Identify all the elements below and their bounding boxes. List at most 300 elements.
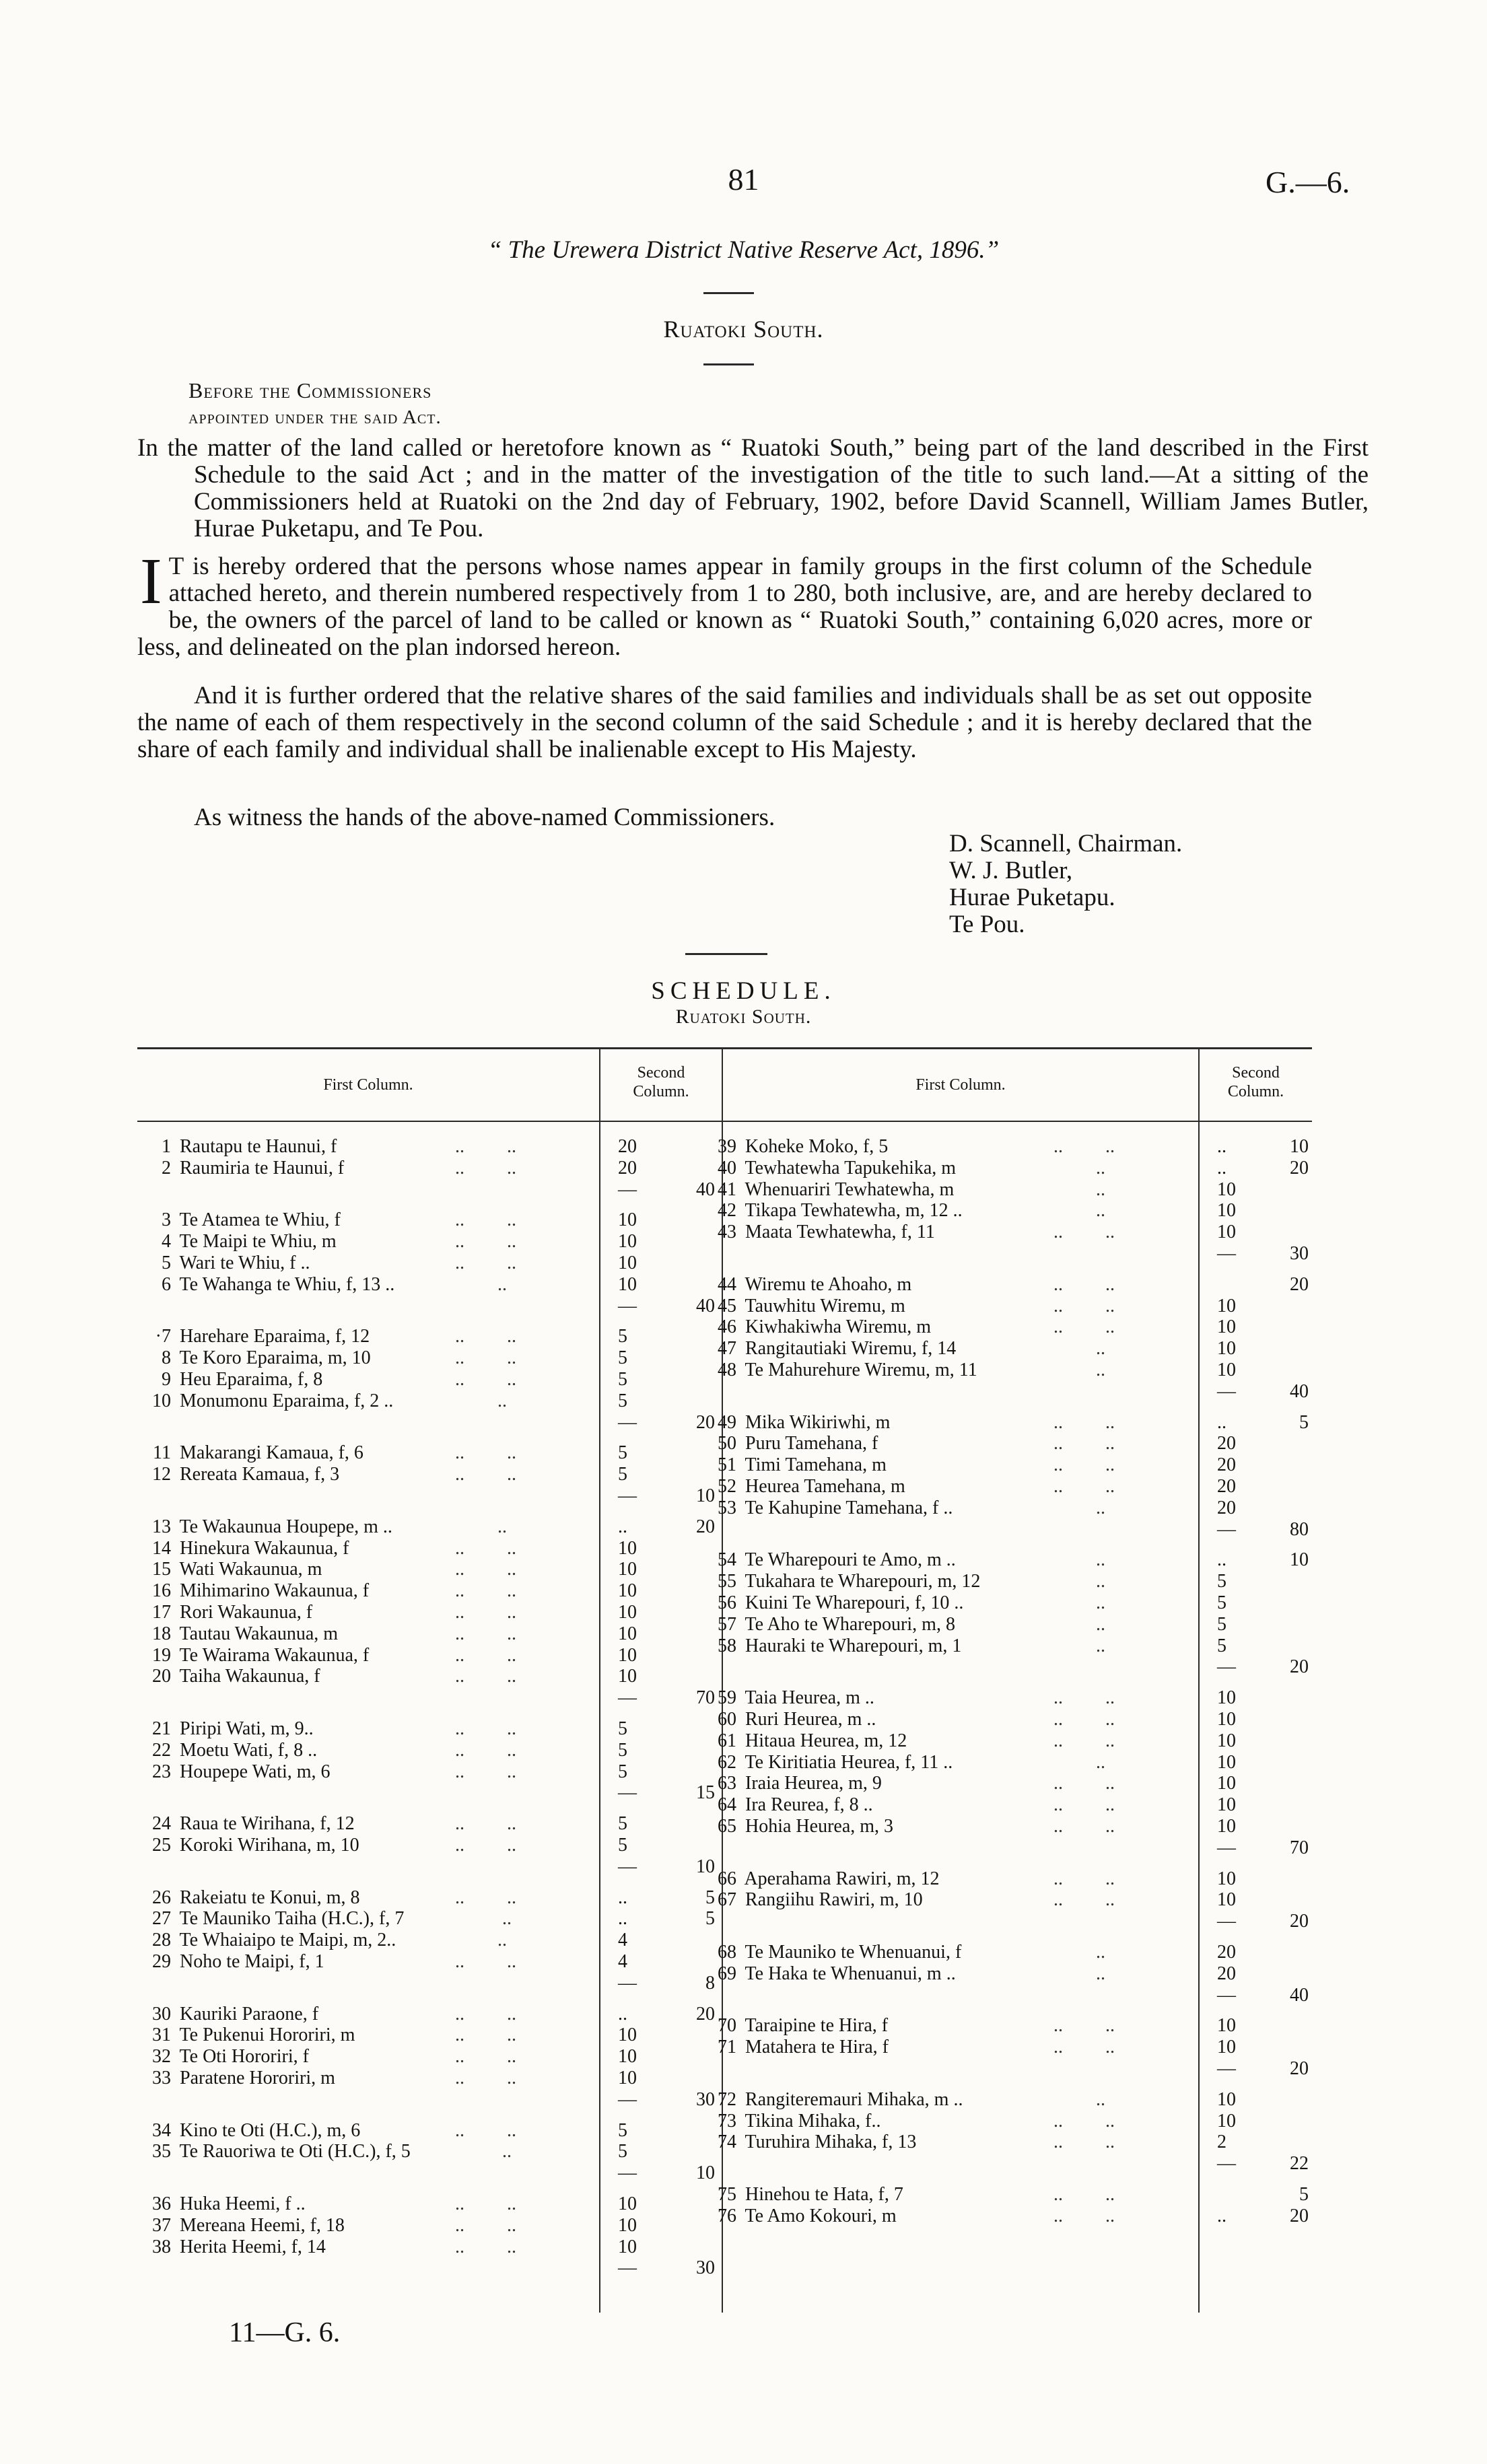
owner-name: Iraia Heurea, m, 9 [740, 1773, 882, 1794]
entry-number: 13 [152, 1516, 171, 1537]
individual-share: 5 [618, 1442, 627, 1463]
leader-dots: .. .. [1053, 1454, 1115, 1475]
family-total: 20 [1290, 1274, 1309, 1295]
individual-share: 10 [618, 1209, 637, 1230]
owner-name: Aperahama Rawiri, m, 12 [740, 1868, 940, 1889]
family-total: 20 [696, 2004, 715, 2025]
individual-share: 10 [1217, 1222, 1236, 1242]
schedule-row [703, 1889, 923, 1911]
before-commissioners-line: Before the Commissioners [188, 378, 432, 402]
family-total: 5 [705, 1887, 715, 1908]
shares-paragraph: And it is further ordered that the relative shares of the said families and individuals shall be as set out opposite the name of each of them respectively in the second column of the said Schedule ; and it is hereby declared that the share of each family and individual shall be inalienable except to His Majesty. [137, 682, 1312, 763]
entry-number: 36 [152, 2193, 171, 2214]
subtotal-rule: — [1217, 2058, 1236, 2079]
leader-dots: .. .. [1053, 1816, 1115, 1837]
owner-name: Tautau Wakaunua, m [175, 1623, 339, 1644]
family-total: 22 [1290, 2153, 1309, 2174]
schedule-row [137, 2215, 345, 2237]
leader-dots: .. .. [455, 1442, 516, 1463]
entry-number: 28 [152, 1930, 171, 1950]
entry-number: 6 [162, 1274, 171, 1295]
owner-name: Te Wakaunua Houpepe, m .. [175, 1516, 392, 1537]
owner-name: Makarangi Kamaua, f, 6 [175, 1442, 364, 1463]
owner-name: Wati Wakaunua, m [175, 1559, 322, 1580]
order-text: T is hereby ordered that the persons whose names appear in family groups in the first column of the Schedule attached hereto, and therein numbered respectively from 1 to 280, both inclusive, are, and are hereby declared to be, the owners of the parcel of land to be called or known as “ Ruatoki South,” containing 6,020 acres, more or less, and delineated on the plan indorsed hereon. [137, 553, 1312, 661]
owner-name: Koroki Wirihana, m, 10 [175, 1835, 359, 1856]
family-total: 20 [1290, 2206, 1309, 2226]
schedule-row [137, 1813, 355, 1835]
leader-dots: .. [455, 1930, 507, 1950]
owner-name: Te Wairama Wakaunua, f [175, 1645, 370, 1666]
leader-dots: .. [1053, 1338, 1105, 1359]
subtotal-rule: — [1217, 1985, 1236, 2006]
entry-number: 40 [718, 1158, 736, 1178]
document-reference: G.—6. [1266, 165, 1350, 199]
individual-share: 10 [618, 1253, 637, 1273]
schedule-row [137, 2004, 318, 2025]
owner-name: Kauriki Paraone, f [175, 2004, 319, 2025]
owner-name: Te Maipi te Whiu, m [175, 1231, 337, 1252]
entry-number: 50 [718, 1433, 736, 1454]
schedule-row [703, 1773, 882, 1794]
leader-dots: .. .. [455, 2215, 516, 2236]
subtotal-rule: — [618, 1782, 637, 1803]
entry-number: 9 [162, 1369, 171, 1390]
schedule-row [703, 2132, 916, 2153]
leader-dots: .. .. [1053, 2037, 1115, 2057]
schedule-row [137, 1761, 331, 1783]
owner-name: Rereata Kamaua, f, 3 [175, 1464, 340, 1485]
owner-name: Maata Tewhatewha, f, 11 [740, 1222, 935, 1242]
schedule-row [137, 1274, 394, 1296]
owner-name: Ruri Heurea, m .. [740, 1709, 876, 1730]
entry-number: 22 [152, 1740, 171, 1761]
individual-share: .. [618, 1887, 627, 1908]
owner-name: Rautapu te Haunui, f [175, 1136, 337, 1157]
individual-share: 10 [1217, 2037, 1236, 2057]
header-second-line1: Second [1232, 1064, 1280, 1082]
owner-name: Whenuariri Tewhatewha, m [740, 1179, 955, 1200]
entry-number: 57 [718, 1614, 736, 1635]
entry-number: 67 [718, 1889, 736, 1910]
leader-dots: .. .. [455, 2046, 516, 2067]
individual-share: 5 [618, 2120, 627, 2141]
owner-name: Noho te Maipi, f, 1 [175, 1951, 324, 1972]
signatory-te-pou: Te Pou. [949, 911, 1025, 938]
schedule-row [703, 1360, 977, 1381]
owner-name: Tukahara te Wharepouri, m, 12 [740, 1571, 981, 1592]
individual-share: 10 [618, 2025, 637, 2045]
section-title: Ruatoki South. [663, 316, 824, 343]
schedule-title: SCHEDULE. [651, 977, 836, 1005]
individual-share: 10 [618, 1602, 637, 1623]
individual-share: .. [618, 1908, 627, 1929]
leader-dots: .. .. [455, 1666, 516, 1687]
table-col-divider [599, 1047, 600, 2313]
individual-share: 10 [1217, 1816, 1236, 1837]
owner-name: Te Kahupine Tamehana, f .. [740, 1498, 953, 1518]
entry-number: 32 [152, 2046, 171, 2067]
leader-dots: .. [455, 1391, 507, 1411]
individual-share: 10 [618, 2068, 637, 2088]
schedule-row [703, 1730, 907, 1752]
entry-number: 53 [718, 1498, 736, 1518]
individual-share: 10 [618, 2193, 637, 2214]
family-total: 10 [696, 1856, 715, 1877]
leader-dots: .. .. [455, 1718, 516, 1739]
divider [703, 363, 754, 365]
owner-name: Taraipine te Hira, f [740, 2015, 889, 2036]
owner-name: Hohia Heurea, m, 3 [740, 1816, 894, 1837]
owner-name: Matahera te Hira, f [740, 2037, 889, 2057]
owner-name: Mika Wikiriwhi, m [740, 1412, 891, 1433]
individual-share: 10 [618, 2215, 637, 2236]
leader-dots: .. .. [1053, 2206, 1115, 2226]
leader-dots: .. .. [455, 1253, 516, 1273]
entry-number: 71 [718, 2037, 736, 2057]
entry-number: 34 [152, 2120, 171, 2141]
entry-number: 51 [718, 1454, 736, 1475]
individual-share: 10 [1217, 1794, 1236, 1815]
schedule-row [137, 1559, 322, 1580]
family-total: 40 [696, 1179, 715, 1200]
owner-name: Te Koro Eparaima, m, 10 [175, 1347, 371, 1368]
leader-dots: .. .. [1053, 1868, 1115, 1889]
entry-number: 18 [152, 1623, 171, 1644]
entry-number: 69 [718, 1963, 736, 1984]
individual-share: 5 [618, 1813, 627, 1834]
individual-share: 5 [618, 1369, 627, 1390]
leader-dots: .. [455, 1908, 512, 1929]
family-total: 20 [1290, 1158, 1309, 1178]
leader-dots: .. [1053, 1360, 1105, 1380]
leader-dots: .. .. [455, 1347, 516, 1368]
matter-paragraph: In the matter of the land called or heretofore known as “ Ruatoki South,” being part of the land described in the First Schedule to the said Act ; and in the matter of the investigation of the title to such land.—At a sitting of the Commissioners held at Ruatoki on the 2nd day of February, 1902, before David Scannell, William James Butler, Hurae Puketapu, and Te Pou. [137, 434, 1369, 542]
owner-name: Raumiria te Haunui, f [175, 1158, 345, 1178]
individual-share: 10 [1217, 1687, 1236, 1708]
entry-number: 1 [162, 1136, 171, 1157]
owner-name: Kuini Te Wharepouri, f, 10 .. [740, 1592, 964, 1613]
family-total: 10 [696, 2162, 715, 2183]
individual-share: 10 [1217, 1889, 1236, 1910]
schedule-row [703, 1433, 878, 1454]
leader-dots: .. .. [1053, 1274, 1115, 1295]
individual-share: 10 [1217, 1752, 1236, 1773]
entry-number: 8 [162, 1347, 171, 1368]
schedule-row [137, 2193, 306, 2215]
schedule-row [137, 1253, 310, 1274]
entry-number: ·7 [155, 1326, 171, 1347]
schedule-row [703, 2015, 888, 2037]
leader-dots: .. [1053, 1635, 1105, 1656]
entry-number: 65 [718, 1816, 736, 1837]
owner-name: Koheke Moko, f, 5 [740, 1136, 889, 1157]
subtotal-rule: — [618, 2089, 637, 2110]
individual-share: 20 [1217, 1476, 1236, 1497]
leader-dots: .. .. [455, 2068, 516, 2088]
entry-number: 60 [718, 1709, 736, 1730]
leader-dots: .. .. [1053, 2015, 1115, 2036]
schedule-row [137, 1718, 314, 1740]
leader-dots: .. [1053, 1592, 1105, 1613]
owner-name: Houpepe Wati, m, 6 [175, 1761, 331, 1782]
individual-share: 10 [618, 1580, 637, 1601]
leader-dots: .. .. [1053, 1730, 1115, 1751]
entry-number: 16 [152, 1580, 171, 1601]
entry-number: 26 [152, 1887, 171, 1908]
owner-name: Te Rauoriwa te Oti (H.C.), f, 5 [175, 2141, 411, 2162]
subtotal-rule: — [1217, 1243, 1236, 1264]
subtotal-rule: — [618, 2162, 637, 2183]
family-total: 30 [696, 2257, 715, 2278]
schedule-row [703, 2184, 903, 2206]
owner-name: Hinehou te Hata, f, 7 [740, 2184, 903, 2205]
schedule-row [703, 1296, 905, 1317]
schedule-row [137, 1209, 341, 1231]
family-total: 30 [696, 2089, 715, 2110]
witness-line: As witness the hands of the above-named Commissioners. [194, 804, 775, 831]
family-total: 20 [696, 1516, 715, 1537]
leader-dots: .. .. [455, 1951, 516, 1972]
schedule-row [703, 1816, 893, 1837]
entry-number: 5 [162, 1253, 171, 1273]
schedule-row [137, 1369, 322, 1391]
individual-share: 10 [618, 1538, 637, 1559]
page-number: 81 [728, 162, 759, 197]
individual-share: .. [1217, 1412, 1226, 1433]
family-total: 80 [1290, 1519, 1309, 1540]
leader-dots: .. .. [455, 1761, 516, 1782]
individual-share: 4 [618, 1930, 627, 1950]
subtotal-rule: — [1217, 1911, 1236, 1932]
individual-share: 20 [618, 1136, 637, 1157]
leader-dots: .. .. [455, 2025, 516, 2045]
entry-number: 52 [718, 1476, 736, 1497]
leader-dots: .. .. [455, 1580, 516, 1601]
owner-name: Taia Heurea, m .. [740, 1687, 874, 1708]
individual-share: 2 [1217, 2132, 1226, 2152]
entry-number: 3 [162, 1209, 171, 1230]
individual-share: 10 [1217, 2015, 1236, 2036]
owner-name: Hauraki te Wharepouri, m, 1 [740, 1635, 962, 1656]
divider [685, 953, 767, 955]
individual-share: 20 [1217, 1498, 1236, 1518]
entry-number: 63 [718, 1773, 736, 1794]
entry-number: 43 [718, 1222, 736, 1242]
owner-name: Paratene Hororiri, m [175, 2068, 335, 2088]
leader-dots: .. .. [1053, 1412, 1115, 1433]
entry-number: 61 [718, 1730, 736, 1751]
leader-dots: .. .. [455, 1559, 516, 1580]
schedule-row [703, 1592, 963, 1614]
schedule-row [137, 1887, 360, 1909]
family-total: 70 [1290, 1837, 1309, 1858]
family-total: 10 [1290, 1549, 1309, 1570]
header-second-column-right [1200, 1063, 1312, 1101]
owner-name: Te Aho te Wharepouri, m, 8 [740, 1614, 955, 1635]
individual-share: 10 [1217, 1868, 1236, 1889]
individual-share: 20 [1217, 1433, 1236, 1454]
schedule-row [703, 1752, 953, 1773]
entry-number: 72 [718, 2089, 736, 2110]
schedule-row [703, 1498, 953, 1519]
owner-name: Monumonu Eparaima, f, 2 .. [175, 1391, 394, 1411]
schedule-row [703, 2111, 880, 2132]
schedule-row [137, 1538, 349, 1559]
family-total: 40 [696, 1296, 715, 1316]
owner-name: Te Mahurehure Wiremu, m, 11 [740, 1360, 977, 1380]
family-total: 5 [705, 1908, 715, 1929]
entry-number: 38 [152, 2237, 171, 2257]
owner-name: Te Oti Hororiri, f [175, 2046, 309, 2067]
footer-signature: 11—G. 6. [229, 2317, 341, 2348]
owner-name: Rori Wakaunua, f [175, 1602, 313, 1623]
family-total: 20 [1290, 2058, 1309, 2079]
subtotal-rule: — [1217, 1837, 1236, 1858]
schedule-row [703, 1794, 873, 1816]
schedule-row [137, 1602, 312, 1623]
entry-number: 41 [718, 1179, 736, 1200]
entry-number: 47 [718, 1338, 736, 1359]
schedule-row [703, 1316, 931, 1338]
schedule-row [703, 1200, 963, 1222]
leader-dots: .. [455, 1516, 507, 1537]
schedule-row [137, 1391, 393, 1412]
entry-number: 30 [152, 2004, 171, 2025]
owner-name: Rakeiatu te Konui, m, 8 [175, 1887, 360, 1908]
table-top-rule [137, 1047, 1312, 1049]
schedule-row [137, 2068, 335, 2089]
divider [703, 292, 754, 294]
entry-number: 46 [718, 1316, 736, 1337]
header-second-line2: Column. [1227, 1083, 1284, 1100]
entry-number: 11 [153, 1442, 171, 1463]
owner-name: Kiwhakiwha Wiremu, m [740, 1316, 931, 1337]
owner-name: Heurea Tamehana, m [740, 1476, 905, 1497]
owner-name: Rangitautiaki Wiremu, f, 14 [740, 1338, 957, 1359]
header-second-line2: Column. [633, 1083, 689, 1100]
owner-name: Te Mauniko Taiha (H.C.), f, 7 [175, 1908, 405, 1929]
schedule-row [137, 2046, 309, 2068]
entry-number: 44 [718, 1274, 736, 1295]
individual-share: 10 [1217, 1773, 1236, 1794]
family-total: 10 [1290, 1136, 1309, 1157]
schedule-row [703, 1963, 956, 1985]
owner-name: Piripi Wati, m, 9.. [175, 1718, 314, 1739]
family-total: 70 [696, 1687, 715, 1708]
entry-number: 39 [718, 1136, 736, 1157]
entry-number: 64 [718, 1794, 736, 1815]
entry-number: 54 [718, 1549, 736, 1570]
schedule-row [137, 1347, 371, 1369]
schedule-row [703, 1412, 890, 1434]
individual-share: 10 [1217, 2089, 1236, 2110]
entry-number: 25 [152, 1835, 171, 1856]
leader-dots: .. .. [455, 1887, 516, 1908]
schedule-row [137, 1326, 370, 1347]
entry-number: 48 [718, 1360, 736, 1380]
leader-dots: .. .. [455, 1464, 516, 1485]
owner-name: Te Wharepouri te Amo, m .. [740, 1549, 956, 1570]
subtotal-rule: — [1217, 1381, 1236, 1402]
owner-name: Mihimarino Wakaunua, f [175, 1580, 370, 1601]
family-total: 8 [705, 1973, 715, 1994]
individual-share: 20 [1217, 1454, 1236, 1475]
owner-name: Hitaua Heurea, m, 12 [740, 1730, 907, 1751]
leader-dots: .. .. [455, 2004, 516, 2025]
entry-number: 37 [152, 2215, 171, 2236]
schedule-row [137, 1580, 369, 1602]
subtotal-rule: — [1217, 2153, 1236, 2174]
leader-dots: .. .. [1053, 1316, 1115, 1337]
individual-share: 5 [1217, 1614, 1226, 1635]
owner-name: Moetu Wati, f, 8 .. [175, 1740, 318, 1761]
schedule-row [703, 1158, 956, 1179]
header-second-line1: Second [637, 1064, 685, 1082]
entry-number: 49 [718, 1412, 736, 1433]
header-second-column-left [600, 1063, 722, 1101]
leader-dots: .. .. [455, 1645, 516, 1666]
subtotal-rule: — [618, 2257, 637, 2278]
schedule-row [137, 1231, 337, 1253]
owner-name: Wari te Whiu, f .. [175, 1253, 310, 1273]
entry-number: 24 [152, 1813, 171, 1834]
schedule-row [703, 1274, 911, 1296]
individual-share: 5 [618, 1835, 627, 1856]
individual-share: 5 [618, 1718, 627, 1739]
individual-share: 20 [618, 1158, 637, 1178]
owner-name: Te Kiritiatia Heurea, f, 11 .. [740, 1752, 953, 1773]
leader-dots: .. .. [1053, 1709, 1115, 1730]
individual-share: .. [1217, 1158, 1226, 1178]
leader-dots: .. [1053, 1179, 1105, 1200]
entry-number: 27 [152, 1908, 171, 1929]
owner-name: Ira Reurea, f, 8 .. [740, 1794, 873, 1815]
owner-name: Timi Tamehana, m [740, 1454, 887, 1475]
entry-number: 76 [718, 2206, 736, 2226]
individual-share: 10 [1217, 1338, 1236, 1359]
schedule-row [703, 1868, 939, 1890]
leader-dots: .. .. [1053, 2132, 1115, 2152]
individual-share: .. [618, 1516, 627, 1537]
subtotal-rule: — [618, 1412, 637, 1433]
entry-number: 74 [718, 2132, 736, 2152]
leader-dots: .. .. [1053, 1687, 1115, 1708]
schedule-row [137, 2237, 326, 2258]
schedule-row [137, 1645, 369, 1666]
entry-number: 21 [152, 1718, 171, 1739]
entry-number: 35 [152, 2141, 171, 2162]
subtotal-rule: — [618, 1296, 637, 1316]
leader-dots: .. [1053, 1549, 1105, 1570]
individual-share: 5 [1217, 1571, 1226, 1592]
individual-share: 5 [618, 1347, 627, 1368]
individual-share: .. [1217, 1136, 1226, 1157]
leader-dots: .. .. [455, 1538, 516, 1559]
individual-share: 10 [1217, 1316, 1236, 1337]
leader-dots: .. [1053, 1498, 1105, 1518]
individual-share: .. [1217, 2206, 1226, 2226]
owner-name: Te Mauniko te Whenuanui, f [740, 1942, 962, 1963]
individual-share: 4 [618, 1951, 627, 1972]
leader-dots: .. .. [455, 1326, 516, 1347]
schedule-row [703, 1635, 961, 1657]
leader-dots: .. .. [1053, 1433, 1115, 1454]
individual-share: 10 [618, 1666, 637, 1687]
schedule-row [703, 1709, 876, 1730]
family-total: 40 [1290, 1381, 1309, 1402]
schedule-row [703, 1571, 980, 1592]
